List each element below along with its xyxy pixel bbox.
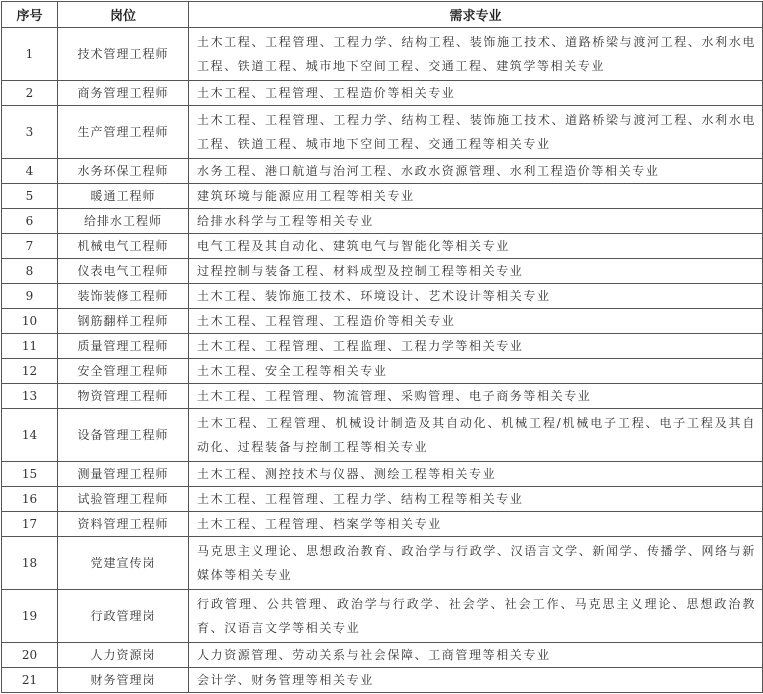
row-majors: 过程控制与装备工程、材料成型及控制工程等相关专业 [189, 259, 763, 284]
table-row [2, 259, 763, 284]
row-position: 人力资源岗 [58, 642, 189, 667]
header-index: 序号 [2, 2, 58, 28]
row-index: 15 [2, 461, 58, 486]
row-position: 质量管理工程师 [58, 333, 189, 358]
row-position: 暖通工程师 [58, 184, 189, 209]
row-index: 8 [2, 259, 58, 284]
row-position: 钢筋翻样工程师 [58, 308, 189, 333]
row-index: 16 [2, 486, 58, 511]
row-majors: 马克思主义理论、思想政治教育、政治学与行政学、汉语言文学、新闻学、传播学、网络与新媒体等相关专业 [189, 536, 763, 589]
row-majors: 土木工程、工程管理、工程力学、结构工程、装饰施工技术、道路桥梁与渡河工程、水利水电工程、铁道工程、城市地下空间工程、交通工程等相关专业 [189, 106, 763, 159]
row-position: 资料管理工程师 [58, 511, 189, 536]
row-position: 行政管理岗 [58, 589, 189, 642]
table-row [2, 28, 763, 81]
row-index: 2 [2, 81, 58, 106]
row-majors: 土木工程、工程管理、机械设计制造及其自动化、机械工程/机械电子工程、电子工程及其自动化、过程装备与控制工程等相关专业 [189, 408, 763, 461]
row-index: 6 [2, 209, 58, 234]
row-position: 安全管理工程师 [58, 358, 189, 383]
row-majors: 电气工程及其自动化、建筑电气与智能化等相关专业 [189, 234, 763, 259]
row-position: 设备管理工程师 [58, 408, 189, 461]
row-majors: 给排水科学与工程等相关专业 [189, 209, 763, 234]
table-row [2, 511, 763, 536]
table-row [2, 589, 763, 642]
row-majors: 人力资源管理、劳动关系与社会保障、工商管理等相关专业 [189, 642, 763, 667]
table-row [2, 184, 763, 209]
row-position: 试验管理工程师 [58, 486, 189, 511]
row-majors: 土木工程、测控技术与仪器、测绘工程等相关专业 [189, 461, 763, 486]
table-row [2, 159, 763, 184]
header-position: 岗位 [58, 2, 189, 28]
row-index: 19 [2, 589, 58, 642]
row-majors: 土木工程、装饰施工技术、环境设计、艺术设计等相关专业 [189, 283, 763, 308]
table-row [2, 106, 763, 159]
row-majors: 土木工程、工程管理、档案学等相关专业 [189, 511, 763, 536]
row-index: 11 [2, 333, 58, 358]
row-majors: 会计学、财务管理等相关专业 [189, 667, 763, 692]
table-row [2, 209, 763, 234]
row-position: 水务环保工程师 [58, 159, 189, 184]
row-index: 13 [2, 383, 58, 408]
row-index: 12 [2, 358, 58, 383]
row-index: 3 [2, 106, 58, 159]
row-majors: 土木工程、工程管理、工程造价等相关专业 [189, 81, 763, 106]
row-index: 18 [2, 536, 58, 589]
row-index: 17 [2, 511, 58, 536]
row-index: 1 [2, 28, 58, 81]
table-row [2, 461, 763, 486]
row-majors: 建筑环境与能源应用工程等相关专业 [189, 184, 763, 209]
row-position: 装饰装修工程师 [58, 283, 189, 308]
row-position: 机械电气工程师 [58, 234, 189, 259]
recruitment-table [1, 1, 763, 693]
row-majors: 土木工程、工程管理、工程力学、结构工程等相关专业 [189, 486, 763, 511]
row-majors: 水务工程、港口航道与治河工程、水政水资源管理、水利工程造价等相关专业 [189, 159, 763, 184]
row-index: 10 [2, 308, 58, 333]
row-index: 20 [2, 642, 58, 667]
row-position: 党建宣传岗 [58, 536, 189, 589]
table-row [2, 536, 763, 589]
table-row [2, 486, 763, 511]
table-row [2, 667, 763, 692]
table-row [2, 333, 763, 358]
row-position: 测量管理工程师 [58, 461, 189, 486]
table-header-row [2, 2, 763, 28]
row-majors: 土木工程、安全工程等相关专业 [189, 358, 763, 383]
table-row [2, 283, 763, 308]
row-position: 物资管理工程师 [58, 383, 189, 408]
table-row [2, 308, 763, 333]
row-index: 21 [2, 667, 58, 692]
row-index: 4 [2, 159, 58, 184]
table-row [2, 81, 763, 106]
row-position: 生产管理工程师 [58, 106, 189, 159]
row-majors: 土木工程、工程管理、工程监理、工程力学等相关专业 [189, 333, 763, 358]
row-position: 技术管理工程师 [58, 28, 189, 81]
row-index: 5 [2, 184, 58, 209]
row-index: 7 [2, 234, 58, 259]
row-position: 财务管理岗 [58, 667, 189, 692]
row-majors: 土木工程、工程管理、工程造价等相关专业 [189, 308, 763, 333]
table-row [2, 383, 763, 408]
row-index: 14 [2, 408, 58, 461]
table-row [2, 408, 763, 461]
row-majors: 行政管理、公共管理、政治学与行政学、社会学、社会工作、马克思主义理论、思想政治教育、汉语言文学等相关专业 [189, 589, 763, 642]
table-row [2, 642, 763, 667]
row-majors: 土木工程、工程管理、物流管理、采购管理、电子商务等相关专业 [189, 383, 763, 408]
header-majors: 需求专业 [189, 2, 763, 28]
row-position: 给排水工程师 [58, 209, 189, 234]
row-position: 商务管理工程师 [58, 81, 189, 106]
table-row [2, 234, 763, 259]
row-position: 仪表电气工程师 [58, 259, 189, 284]
row-majors: 土木工程、工程管理、工程力学、结构工程、装饰施工技术、道路桥梁与渡河工程、水利水电工程、铁道工程、城市地下空间工程、交通工程、建筑学等相关专业 [189, 28, 763, 81]
row-index: 9 [2, 283, 58, 308]
table-row [2, 358, 763, 383]
